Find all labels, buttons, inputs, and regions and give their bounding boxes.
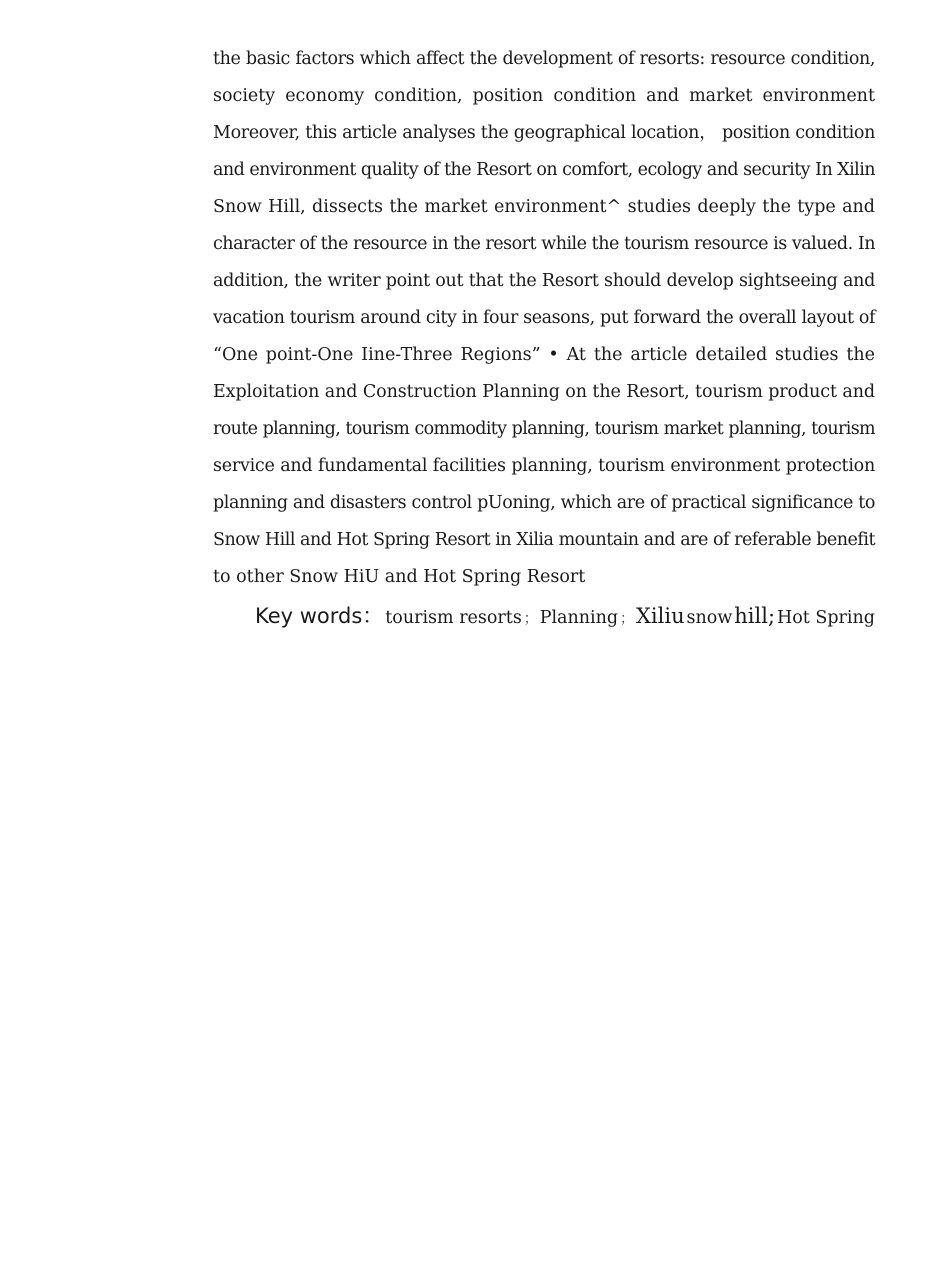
keyword-separator: ；: [620, 611, 635, 627]
abstract-line: service and fundamental facilities planning, tourism environment protection: [213, 456, 875, 476]
keyword-separator: ；: [523, 611, 538, 627]
abstract-line: Snow Hill, dissects the market environment^ studies deeply the type and: [213, 197, 875, 217]
abstract-line: planning and disasters control pUoning, which are of practical significance to: [213, 493, 875, 513]
keyword-item: Planning: [539, 608, 619, 628]
keywords-label: Key words：: [255, 604, 384, 628]
abstract-line: character of the resource in the resort while the tourism resource is valued. In: [213, 234, 875, 254]
keyword-item: tourism resorts: [385, 608, 522, 628]
abstract-line: route planning, tourism commodity planning, tourism market planning, tourism: [213, 419, 875, 439]
keywords-line: [255, 600, 875, 636]
abstract-line: addition, the writer point out that the Resort should develop sightseeing and: [213, 271, 875, 291]
abstract-paragraph: [213, 41, 875, 596]
keyword-item: Xiliu: [635, 604, 685, 628]
abstract-line: “One point-One Iine-Three Regions” • At the article detailed studies the: [213, 345, 875, 365]
abstract-line: Moreover, this article analyses the geographical location， position condition: [213, 123, 875, 143]
abstract-line: vacation tourism around city in four seasons, put forward the overall layout of: [213, 308, 875, 328]
abstract-line: Exploitation and Construction Planning on the Resort, tourism product and: [213, 382, 875, 402]
abstract-line: society economy condition, position condition and market environment: [213, 86, 875, 106]
abstract-line: to other Snow HiU and Hot Spring Resort: [213, 567, 586, 587]
abstract-line: Snow Hill and Hot Spring Resort in Xilia mountain and are of referable benefit: [213, 530, 875, 550]
abstract-line: the basic factors which affect the development of resorts: resource condition,: [213, 49, 875, 69]
keyword-item: hill;: [734, 604, 776, 628]
keyword-item: snow: [686, 608, 733, 628]
keyword-item: Hot Spring: [776, 608, 875, 628]
abstract-line: and environment quality of the Resort on comfort, ecology and security In Xilin: [213, 160, 875, 180]
